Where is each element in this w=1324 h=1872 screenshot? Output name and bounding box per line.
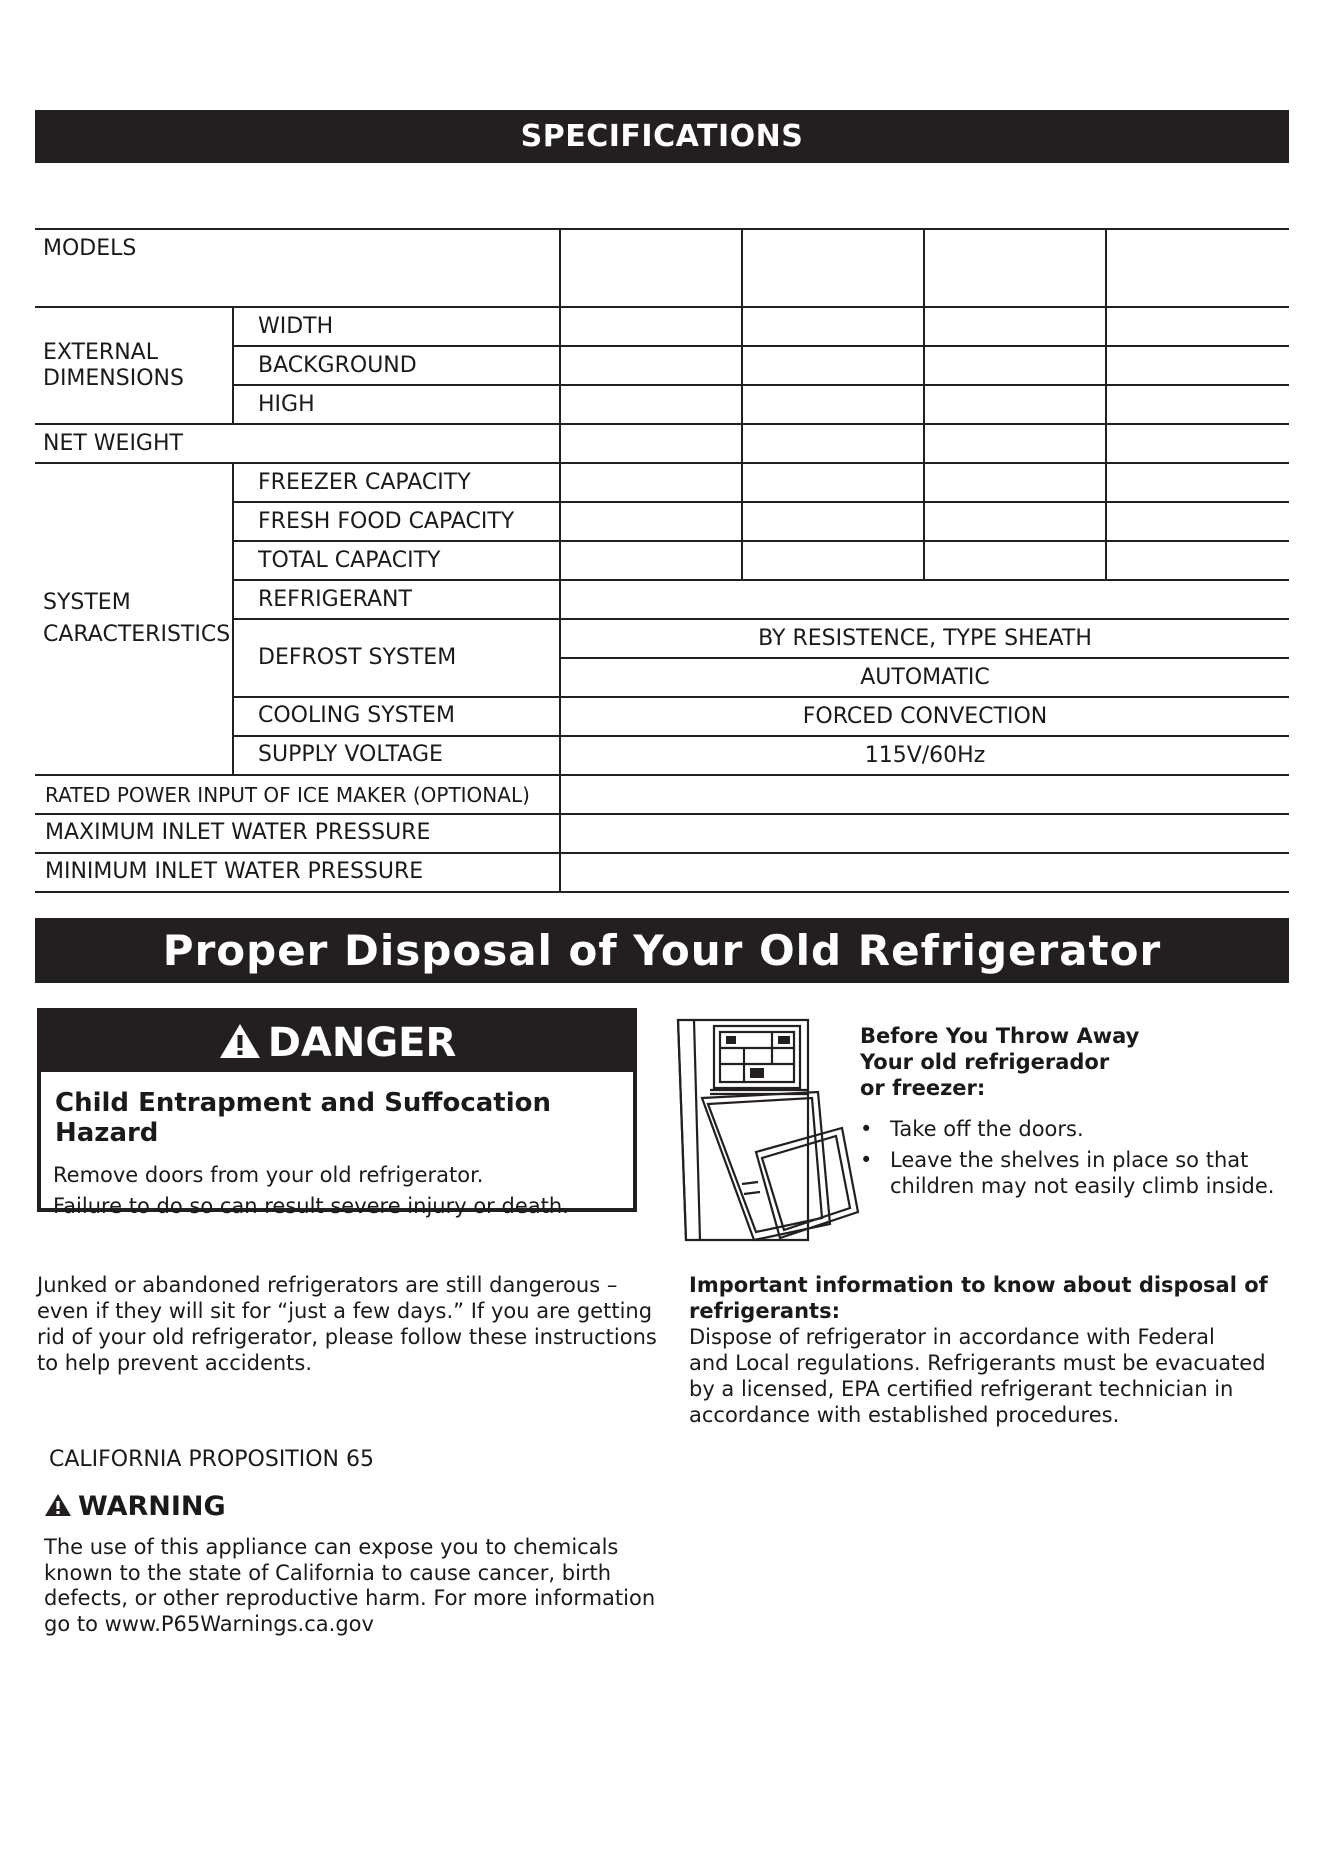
table-rule: [232, 345, 1289, 347]
label-max-inlet-water-pressure: MAXIMUM INLET WATER PRESSURE: [45, 820, 431, 845]
junked-refrigerator-paragraph: [37, 1272, 657, 1376]
value-supply-voltage: 115V/60Hz: [864, 743, 986, 768]
table-rule: [35, 306, 1289, 308]
bullet-text: Take off the doors.: [890, 1117, 1084, 1141]
label-system-characteristics-1: SYSTEM: [43, 590, 131, 615]
paragraph-line: by a licensed, EPA certified refrigerant technician in: [689, 1377, 1234, 1401]
table-rule: [35, 228, 1289, 230]
important-info-heading: Important information to know about disposal of: [689, 1273, 1268, 1297]
paragraph-line: Junked or abandoned refrigerators are still dangerous –: [37, 1273, 618, 1297]
danger-header: [41, 1012, 633, 1072]
table-rule: [35, 891, 1289, 893]
warning-triangle-icon: [44, 1493, 72, 1517]
throw-away-heading-line: Your old refrigerador: [860, 1050, 1110, 1074]
warning-title: [44, 1491, 226, 1522]
paragraph-line: and Local regulations. Refrigerants must be evacuated: [689, 1351, 1266, 1375]
bullet-dot: •: [860, 1117, 873, 1141]
throw-away-heading: [860, 1023, 1139, 1101]
danger-box: [37, 1008, 637, 1218]
label-total-capacity: TOTAL CAPACITY: [258, 548, 441, 573]
table-rule: [923, 228, 925, 579]
table-rule: [35, 774, 1289, 776]
important-info-section: [689, 1272, 1268, 1428]
label-external-dimensions-1: EXTERNAL: [43, 340, 158, 365]
table-rule: [232, 696, 1289, 698]
table-rule: [559, 228, 561, 893]
table-rule: [232, 540, 1289, 542]
table-rule: [232, 462, 234, 774]
value-defrost-mode: AUTOMATIC: [860, 665, 990, 690]
specifications-banner: SPECIFICATIONS: [35, 110, 1289, 163]
paragraph-line: to help prevent accidents.: [37, 1351, 313, 1375]
warning-triangle-icon: [218, 1022, 262, 1060]
table-rule: [35, 423, 1289, 425]
table-rule: [741, 228, 743, 579]
table-rule: [232, 384, 1289, 386]
bullet-text: children may not easily climb inside.: [890, 1174, 1275, 1198]
important-info-heading: refrigerants:: [689, 1299, 840, 1323]
paragraph-line: Dispose of refrigerator in accordance with Federal: [689, 1325, 1215, 1349]
table-rule: [232, 579, 1289, 581]
danger-text-line: Failure to do so can result severe injury or death.: [53, 1194, 569, 1218]
label-net-weight: NET WEIGHT: [43, 431, 183, 456]
disposal-banner: Proper Disposal of Your Old Refrigerator: [35, 918, 1289, 983]
paragraph-line: accordance with established procedures.: [689, 1403, 1120, 1427]
specifications-table: [35, 228, 1289, 893]
refrigerator-doors-removed-illustration: [674, 1016, 864, 1244]
paragraph-line: The use of this appliance can expose you to chemicals: [44, 1535, 619, 1559]
value-cooling-system: FORCED CONVECTION: [802, 704, 1048, 729]
table-rule: [232, 306, 234, 423]
paragraph-line: even if they will sit for “just a few days.” If you are getting: [37, 1299, 653, 1323]
label-background: BACKGROUND: [258, 353, 417, 378]
label-cooling-system: COOLING SYSTEM: [258, 703, 455, 728]
warning-label: WARNING: [78, 1491, 226, 1522]
table-rule: [232, 618, 1289, 620]
prop65-title: CALIFORNIA PROPOSITION 65: [49, 1447, 374, 1472]
label-rated-power-ice-maker: RATED POWER INPUT OF ICE MAKER (OPTIONAL): [45, 783, 530, 807]
table-rule: [232, 501, 1289, 503]
paragraph-line: rid of your old refrigerator, please follow these instructions: [37, 1325, 657, 1349]
label-fresh-food-capacity: FRESH FOOD CAPACITY: [258, 509, 515, 534]
label-freezer-capacity: FREEZER CAPACITY: [258, 470, 471, 495]
label-external-dimensions-2: DIMENSIONS: [43, 366, 184, 391]
label-supply-voltage: SUPPLY VOLTAGE: [258, 742, 443, 767]
throw-away-heading-line: or freezer:: [860, 1076, 986, 1100]
danger-text-line: Remove doors from your old refrigerator.: [53, 1163, 484, 1187]
bullet-dot: •: [860, 1148, 873, 1172]
paragraph-line: known to the state of California to cause cancer, birth: [44, 1560, 612, 1585]
table-rule: [35, 852, 1289, 854]
label-system-characteristics-2: CARACTERISTICS: [43, 622, 231, 647]
danger-label: DANGER: [267, 1020, 457, 1066]
value-defrost-type: BY RESISTENCE, TYPE SHEATH: [758, 626, 1092, 651]
hazard-title: Child Entrapment and Suffocation Hazard: [55, 1088, 552, 1148]
table-rule: [35, 813, 1289, 815]
label-refrigerant: REFRIGERANT: [258, 587, 412, 612]
label-min-inlet-water-pressure: MINIMUM INLET WATER PRESSURE: [45, 859, 424, 884]
bullet-text: Leave the shelves in place so that: [890, 1148, 1249, 1172]
prop65-paragraph: [44, 1535, 655, 1637]
table-rule: [232, 735, 1289, 737]
throw-away-heading-line: Before You Throw Away: [860, 1024, 1140, 1048]
label-defrost-system: DEFROST SYSTEM: [258, 645, 457, 670]
table-rule: [559, 657, 1289, 659]
label-models: MODELS: [43, 236, 137, 261]
paragraph-line: go to www.P65Warnings.ca.gov: [44, 1611, 374, 1636]
label-width: WIDTH: [258, 314, 334, 339]
label-high: HIGH: [258, 392, 315, 417]
table-rule: [35, 462, 1289, 464]
table-rule: [1105, 228, 1107, 579]
paragraph-line: defects, or other reproductive harm. For more information: [44, 1586, 656, 1610]
